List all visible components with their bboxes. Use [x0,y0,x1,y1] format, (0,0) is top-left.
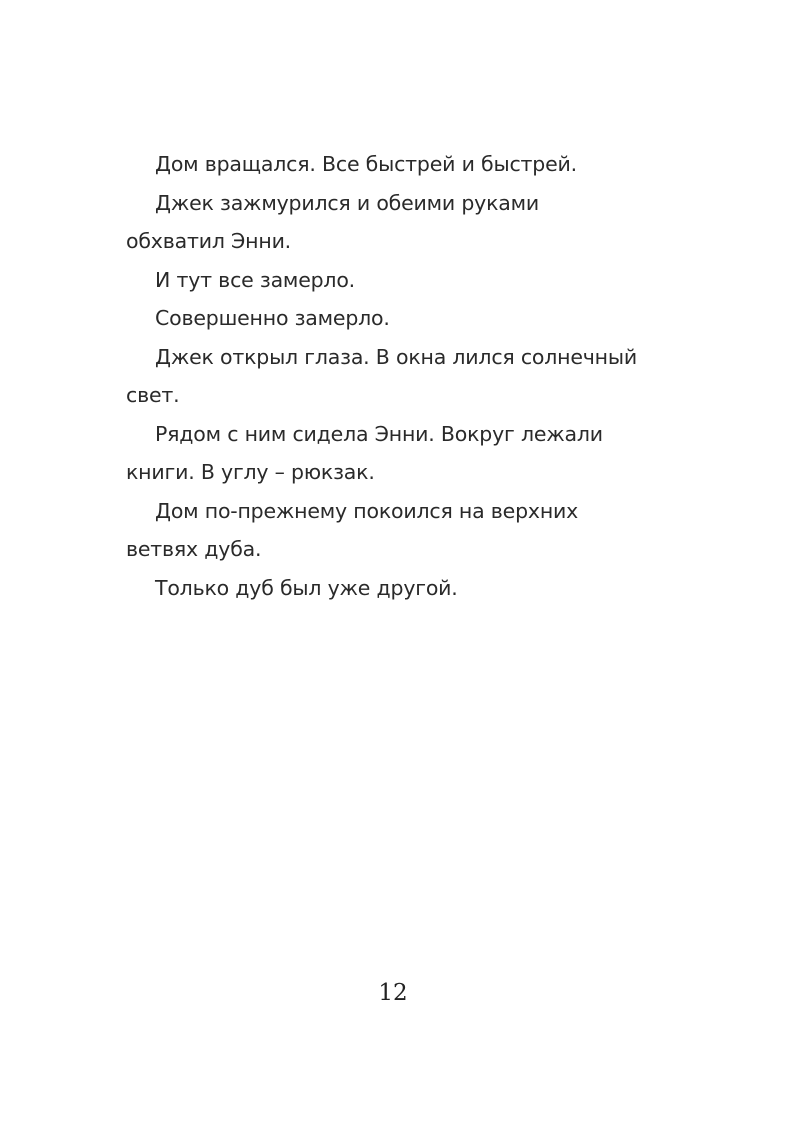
text-line: ветвях дуба. [126,537,262,561]
text-line: Дом вращался. Все быстрей и быстрей. [155,152,577,176]
text-line: обхватил Энни. [126,229,292,253]
text-line: Рядом с ним сидела Энни. Вокруг лежали [155,421,603,446]
text-line: Дом по-прежнему покоился на верхних [155,498,579,523]
paragraph [126,338,666,415]
paragraph [126,261,666,300]
body-text [126,145,666,607]
text-line: книги. В углу – рюкзак. [126,460,375,484]
paragraph [126,299,666,338]
paragraph [126,569,666,608]
text-line: Джек открыл глаза. В окна лился солнечный [155,344,637,369]
text-line: И тут все замерло. [155,267,355,292]
paragraph [126,415,666,492]
text-line: Только дуб был уже другой. [155,575,458,600]
paragraph [126,184,666,261]
page-number: 12 [378,980,408,1006]
text-line: Джек зажмурился и обеими руками [155,190,540,215]
text-line: свет. [126,383,180,407]
paragraph [126,492,666,569]
paragraph [126,145,666,184]
text-line: Совершенно замерло. [155,306,390,330]
